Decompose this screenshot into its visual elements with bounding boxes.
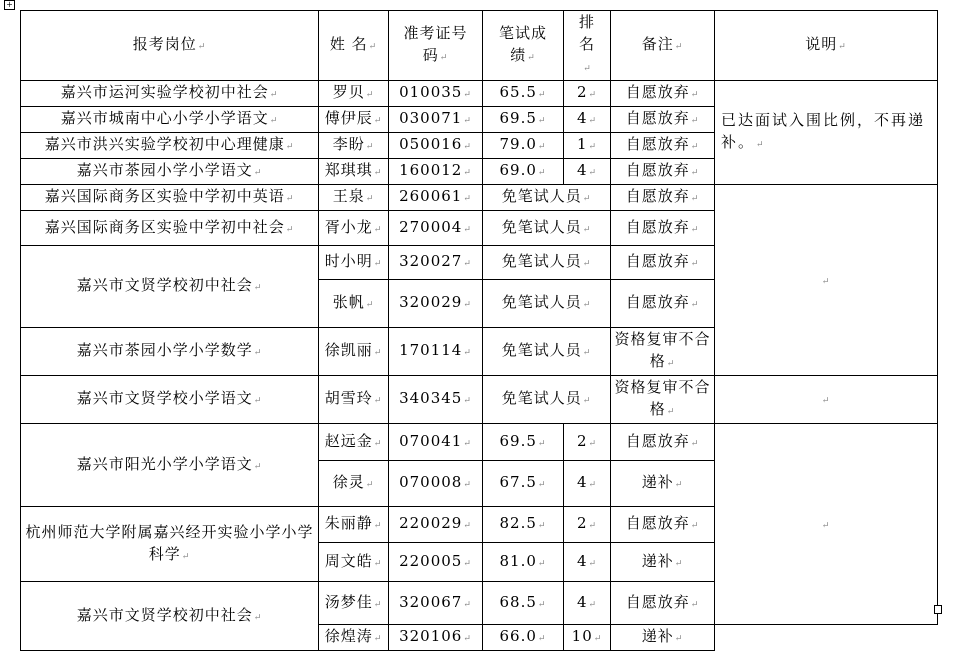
- name-cell: 汤梦佳 ↵: [319, 582, 389, 625]
- remark-cell: 资格复审不合格 ↵: [611, 328, 715, 376]
- exam-id-cell: 260061 ↵: [389, 185, 483, 211]
- remark-cell: 自愿放弃 ↵: [611, 107, 715, 133]
- exempt-cell: 免笔试人员 ↵: [483, 280, 611, 328]
- remark-cell: 自愿放弃 ↵: [611, 424, 715, 461]
- position-cell: 嘉兴国际商务区实验中学初中英语 ↵: [21, 185, 319, 211]
- position-cell: 嘉兴市文贤学校小学语文 ↵: [21, 376, 319, 424]
- name-cell: 胡雪玲 ↵: [319, 376, 389, 424]
- name-cell: 郑琪琪 ↵: [319, 159, 389, 185]
- remark-cell: 自愿放弃 ↵: [611, 280, 715, 328]
- exam-id-cell: 320029 ↵: [389, 280, 483, 328]
- exam-id-cell: 320106 ↵: [389, 625, 483, 651]
- position-cell: 嘉兴市运河实验学校初中社会 ↵: [21, 81, 319, 107]
- remark-cell: 自愿放弃 ↵: [611, 133, 715, 159]
- name-cell: 傅伊辰 ↵: [319, 107, 389, 133]
- score-cell: 69.5 ↵: [483, 424, 564, 461]
- exempt-cell: 免笔试人员 ↵: [483, 211, 611, 246]
- position-cell: 杭州师范大学附属嘉兴经开实验小学小学科学 ↵: [21, 507, 319, 582]
- table-row: [21, 81, 938, 107]
- exam-id-cell: 070008 ↵: [389, 461, 483, 507]
- name-cell: 张帆 ↵: [319, 280, 389, 328]
- explanation-cell: 已达面试入围比例，不再递补。 ↵: [715, 81, 938, 185]
- rank-cell: 2 ↵: [564, 81, 611, 107]
- rank-cell: 2 ↵: [564, 424, 611, 461]
- rank-cell: 4 ↵: [564, 159, 611, 185]
- exam-id-cell: 340345 ↵: [389, 376, 483, 424]
- remark-cell: 自愿放弃 ↵: [611, 159, 715, 185]
- name-cell: 徐灵 ↵: [319, 461, 389, 507]
- exam-id-cell: 030071 ↵: [389, 107, 483, 133]
- header-position: 报考岗位 ↵: [21, 11, 319, 81]
- header-rank: 排名 ↵: [564, 11, 611, 81]
- table-row: [21, 376, 938, 424]
- header-row: [21, 11, 938, 81]
- name-cell: 李盼 ↵: [319, 133, 389, 159]
- score-cell: 81.0 ↵: [483, 543, 564, 582]
- rank-cell: 4 ↵: [564, 543, 611, 582]
- position-cell: 嘉兴市城南中心小学小学语文 ↵: [21, 107, 319, 133]
- exam-id-cell: 320067 ↵: [389, 582, 483, 625]
- rank-cell: 10 ↵: [564, 625, 611, 651]
- table-resize-handle[interactable]: [934, 605, 942, 614]
- name-cell: 时小明 ↵: [319, 246, 389, 280]
- rank-cell: 4 ↵: [564, 582, 611, 625]
- name-cell: 徐煌涛 ↵: [319, 625, 389, 651]
- table-move-handle[interactable]: +: [4, 0, 15, 10]
- exam-id-cell: 070041 ↵: [389, 424, 483, 461]
- position-cell: 嘉兴市阳光小学小学语文 ↵: [21, 424, 319, 507]
- position-cell: 嘉兴国际商务区实验中学初中社会 ↵: [21, 211, 319, 246]
- exam-id-cell: 050016 ↵: [389, 133, 483, 159]
- remark-cell: 自愿放弃 ↵: [611, 211, 715, 246]
- header-explanation: 说明 ↵: [715, 11, 938, 81]
- exempt-cell: 免笔试人员 ↵: [483, 246, 611, 280]
- rank-cell: 2 ↵: [564, 507, 611, 543]
- remark-cell: 自愿放弃 ↵: [611, 246, 715, 280]
- rank-cell: 4 ↵: [564, 461, 611, 507]
- remark-cell: 自愿放弃 ↵: [611, 185, 715, 211]
- position-cell: 嘉兴市茶园小学小学数学 ↵: [21, 328, 319, 376]
- table-row: [21, 185, 938, 211]
- exam-id-cell: 170114 ↵: [389, 328, 483, 376]
- name-cell: 罗贝 ↵: [319, 81, 389, 107]
- header-remark: 备注 ↵: [611, 11, 715, 81]
- results-table: [20, 10, 938, 651]
- position-cell: 嘉兴市文贤学校初中社会 ↵: [21, 246, 319, 328]
- position-cell: 嘉兴市洪兴实验学校初中心理健康 ↵: [21, 133, 319, 159]
- rank-cell: 1 ↵: [564, 133, 611, 159]
- remark-cell: 递补 ↵: [611, 625, 715, 651]
- name-cell: 徐凯丽 ↵: [319, 328, 389, 376]
- exempt-cell: 免笔试人员 ↵: [483, 328, 611, 376]
- rank-cell: 4 ↵: [564, 107, 611, 133]
- position-cell: 嘉兴市文贤学校初中社会 ↵: [21, 582, 319, 651]
- name-cell: 周文皓 ↵: [319, 543, 389, 582]
- name-cell: 赵远金 ↵: [319, 424, 389, 461]
- score-cell: 69.0 ↵: [483, 159, 564, 185]
- remark-cell: 自愿放弃 ↵: [611, 81, 715, 107]
- name-cell: 朱丽静 ↵: [319, 507, 389, 543]
- score-cell: 65.5 ↵: [483, 81, 564, 107]
- remark-cell: 资格复审不合格 ↵: [611, 376, 715, 424]
- header-exam-id: 准考证号码 ↵: [389, 11, 483, 81]
- score-cell: 66.0 ↵: [483, 625, 564, 651]
- explanation-cell: [715, 376, 938, 424]
- remark-cell: 自愿放弃 ↵: [611, 507, 715, 543]
- score-cell: 79.0 ↵: [483, 133, 564, 159]
- explanation-cell: [715, 185, 938, 376]
- exam-id-cell: 320027 ↵: [389, 246, 483, 280]
- exam-id-cell: 160012 ↵: [389, 159, 483, 185]
- exam-id-cell: 220005 ↵: [389, 543, 483, 582]
- position-cell: 嘉兴市茶园小学小学语文 ↵: [21, 159, 319, 185]
- name-cell: 王泉 ↵: [319, 185, 389, 211]
- score-cell: 69.5 ↵: [483, 107, 564, 133]
- name-cell: 胥小龙 ↵: [319, 211, 389, 246]
- exempt-cell: 免笔试人员 ↵: [483, 185, 611, 211]
- exam-id-cell: 010035 ↵: [389, 81, 483, 107]
- remark-cell: 递补 ↵: [611, 461, 715, 507]
- score-cell: 82.5 ↵: [483, 507, 564, 543]
- table-row: [21, 424, 938, 461]
- exam-id-cell: 220029 ↵: [389, 507, 483, 543]
- score-cell: 68.5 ↵: [483, 582, 564, 625]
- remark-cell: 自愿放弃 ↵: [611, 582, 715, 625]
- header-score: 笔试成绩 ↵: [483, 11, 564, 81]
- exempt-cell: 免笔试人员 ↵: [483, 376, 611, 424]
- header-name: 姓 名 ↵: [319, 11, 389, 81]
- remark-cell: 递补 ↵: [611, 543, 715, 582]
- exam-id-cell: 270004 ↵: [389, 211, 483, 246]
- score-cell: 67.5 ↵: [483, 461, 564, 507]
- explanation-cell: [715, 424, 938, 625]
